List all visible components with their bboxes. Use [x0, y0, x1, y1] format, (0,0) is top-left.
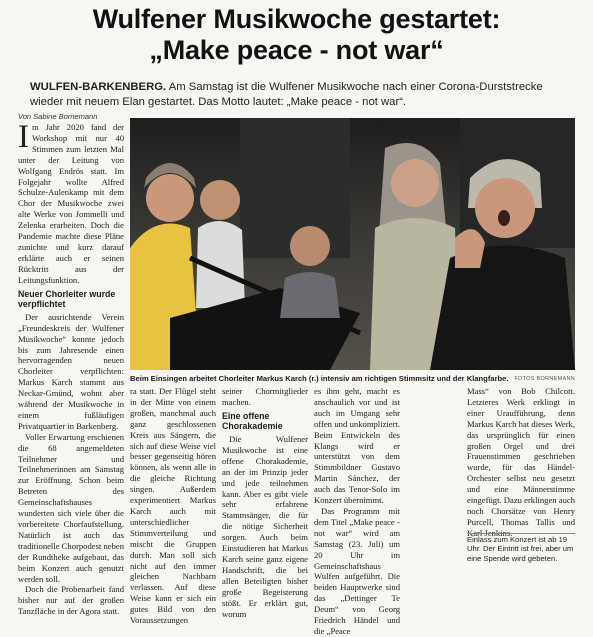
drop-cap: I	[18, 119, 29, 155]
headline-line-1: Wulfener Musikwoche gestartet:	[92, 4, 501, 34]
col3-paragraph-1: seiner Chormitglieder machen.	[222, 386, 308, 407]
article-photo	[130, 118, 575, 370]
subheading-open-academy: Eine offene Chorakademie	[222, 410, 283, 432]
col2-paragraph-1: ra statt. Der Flügel steht in der Mitte von einem großen, manchmal auch ganz geschlossenen Kreis aus Sängern, die sich auf diese Weise viel besser gegenseitig hören können, als wenn alle in die gleiche Richtung singen. Außerdem experimentiert Markus Karch auch mit unterschiedlicher Stimmverteilung und mischt die Gruppen durch. Man soll sich nicht auf den immer gleichen Nachbarn verlassen. Auf diese Weise kann er sich ein gutes Bild von den Voraussetzungen	[130, 386, 216, 626]
col5-paragraph-1: Mass“ von Bob Chilcott. Letzteres Werk erklingt in einer Uraufführung, denn Markus Karch hat dieses Werk, das ursprünglich für einen großen Orgel und drei Frauenstimmen geschrieben wurde, für das Händel-Orchester selbst neu gesetzt und eine Männerstimme eingefügt. Dazu erklingen auch noch Chorsätze von Henry Purcell, Thomas Tallis und Karl Jenkins.	[467, 386, 575, 538]
photo-credit: FOTOS BORNEMANN	[514, 376, 575, 382]
col1-paragraph-4: Doch die Probenarbeit fand bisher nur auf der großen Tanzfläche in der Agora statt.	[18, 584, 124, 617]
article-column-5	[467, 386, 575, 539]
article-column-2	[130, 386, 216, 626]
headline-line-2: „Make peace - not war“	[149, 35, 444, 65]
col1-paragraph-2: Der ausrichtende Verein „Freundeskreis der Wulfener Musikwoche“ konnte jedoch bis zum Jahresende einen hervorragenden neuen Chorleiter verpflichten: Markus Karch stammt aus Neckar-Gmünd, wohnt aber während der Musikwoche in einem fußläufigen Privatquartier in Barkenberg.	[18, 311, 124, 431]
lead-text: Am Samstag ist die Wulfener Musikwoche nach einer Corona-Durststrecke wieder mit neuem Elan gestartet. Das Motto lautet: „Make peace - not war“.	[30, 81, 543, 108]
col4-paragraph-2: Das Programm mit dem Titel „Make peace - not war“ wird am Samstag (23. Juli) um 20 Uhr im Gemeinschaftshaus Wulfen aufgeführt. Die beiden Hauptwerke sind das „Dettinger Te Deum“ von Georg Friedrich Händel und die „Peace	[314, 505, 400, 636]
col4-paragraph-1: es ihm geht, macht es anschaulich vor und ist auch im Umgang sehr offen und unkompliziert. Beim Entwickeln des Klangs wird er unterstützt von dem Stimmbildner Gustavo Martin Sánchez, der auch das Tenor-Solo im Konzert übernimmt.	[314, 386, 400, 506]
article-headline	[0, 4, 593, 66]
article-column-3	[222, 386, 308, 619]
byline: Von Sabine Bornemann	[18, 112, 98, 121]
col1-paragraph-3: Voller Erwartung erschienen die 68 angemeldeten Teilnehmer und Teilnehmerinnen am Samstag zur Eröffnung. Schon beim Betreten des Gemeinschaftshauses wunderten sich viele über die vorbereitete Chorfaufstellung. Natürlich ist auch das traditionelle Chorpodest neben der Rundtheke aufgebaut, das beim Konzert auch genutzt werden soll.	[18, 431, 124, 584]
concert-info-box: Einlass zum Konzert ist ab 19 Uhr. Der Eintritt ist frei, aber um eine Spende wird gebeten.	[467, 535, 574, 563]
subheading-new-conductor: Neuer Chorleiter wurde verpflichtet	[18, 288, 116, 310]
lead-place: WULFEN-BARKENBERG.	[30, 81, 167, 93]
col1-paragraph-1: m Jahr 2020 fand der Workshop mit nur 40 Stimmen zum letzten Mal unter der Leitung von Wolfgang Endrös statt. Im Folgejahr wollte Alfred Schulze-Aulenkamp mit dem Chor der Musikwoche zwei alte Werke von Jommelli und Zelenka erarbeiten. Doch die Pandemie machte diese Pläne zunichte und kurz darauf erklärte auch er seinen Rücktritt aus der Leitungsfunktion.	[18, 122, 124, 285]
choir-rehearsal-image	[130, 118, 575, 370]
col3-paragraph-2: Die Wulfener Musikwoche ist eine offene Chorakademie, an der im Prinzip jeder und jede teilnehmen kann. Aber es gibt viele sehr erfahrene Stammsänger, die für die nötige Sicherheit sorgen. Auch beim Einstudieren hat Markus Karch seine ganz eigene Handschrift, die bei allen Beteiligten bisher große Begeisterung stößt. Er erklärt gut, worum	[222, 434, 308, 619]
article-column-4	[314, 386, 400, 637]
article-column-1	[18, 119, 124, 617]
photo-caption: Beim Einsingen arbeitet Chorleiter Markus Karch (r.) intensiv am richtigen Stimmsitz und der Klangfarbe.	[130, 374, 509, 383]
article-lead	[30, 80, 563, 110]
